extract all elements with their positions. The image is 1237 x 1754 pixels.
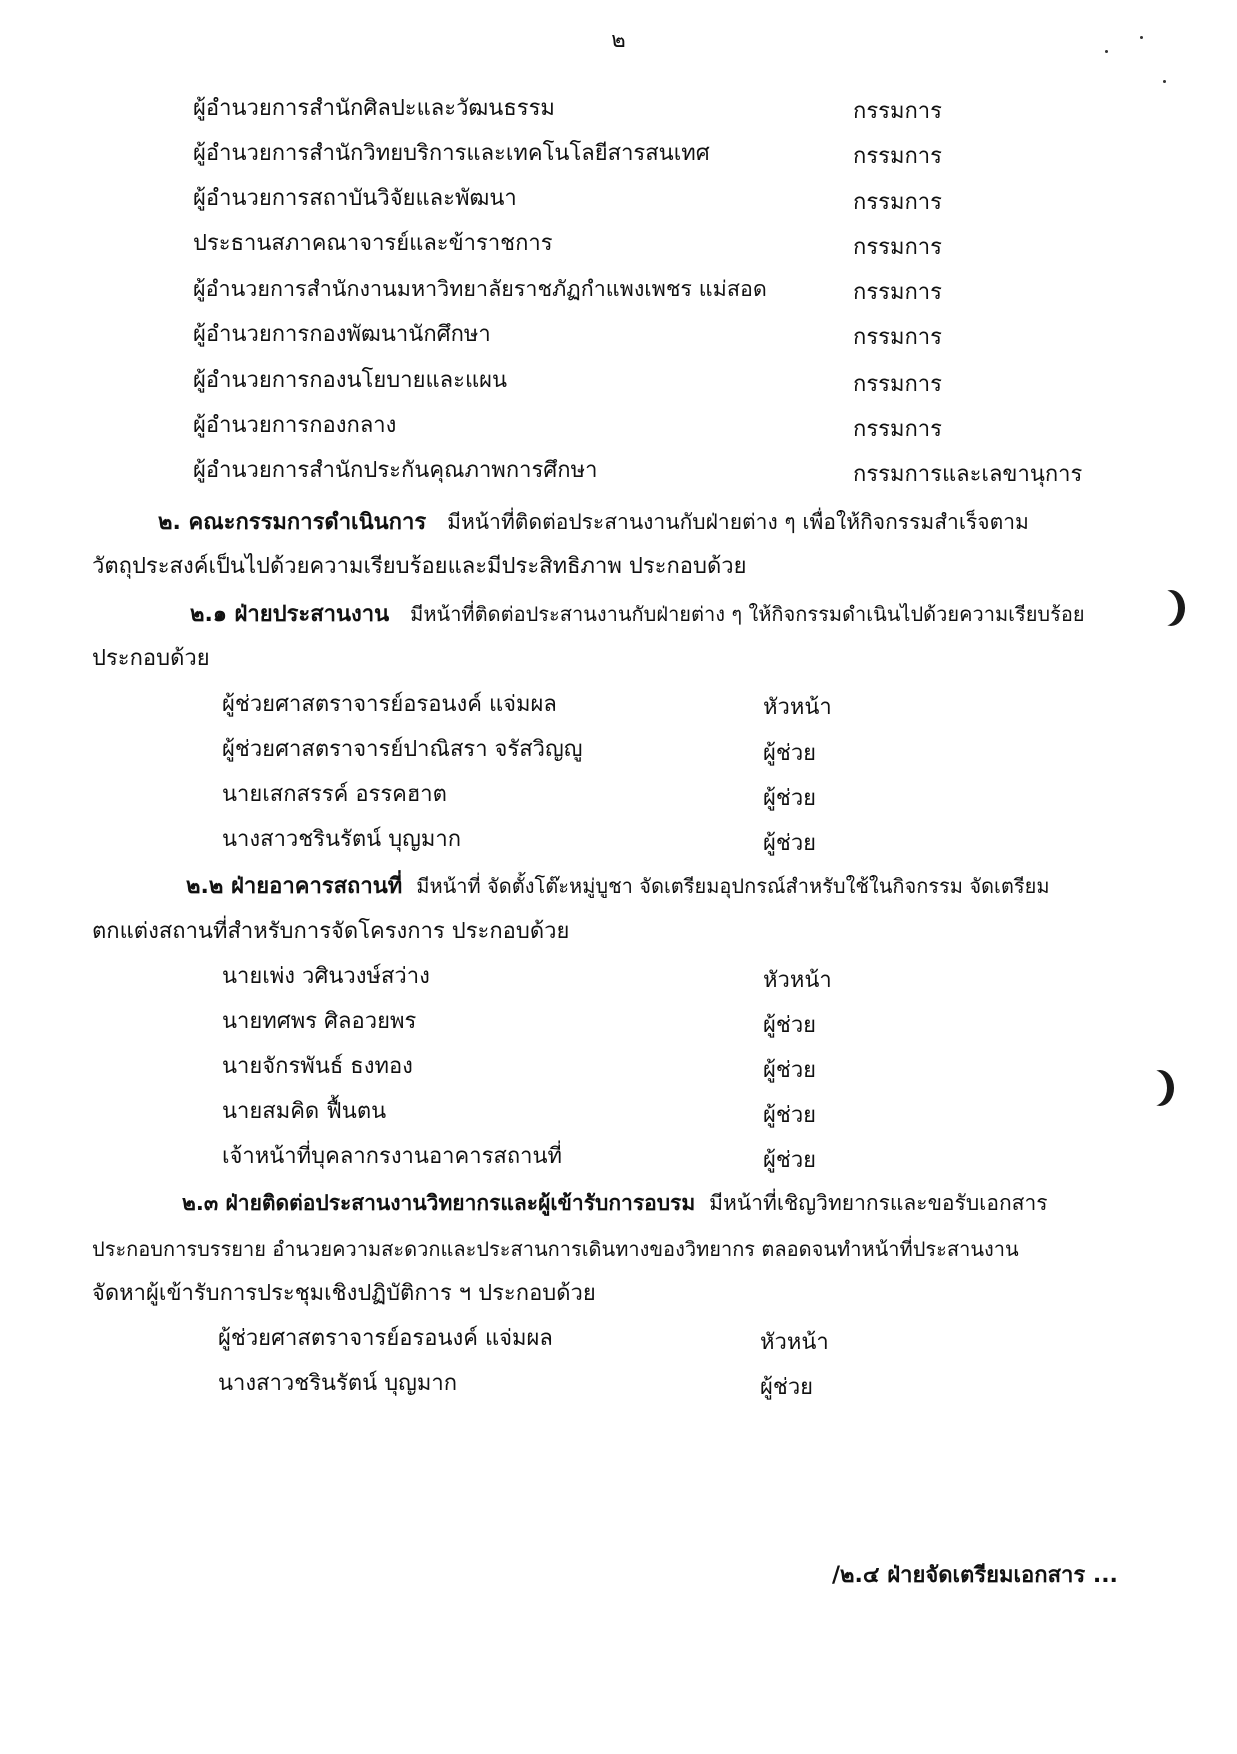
section-2-2-heading: ๒.๒ ฝ่ายอาคารสถานที่ <box>186 874 403 899</box>
committee-role: กรรมการ <box>853 372 942 397</box>
section-2-1-text: มีหน้าที่ติดต่อประสานงานกับฝ่ายต่าง ๆ ให้กิจกรรมดำเนินไปด้วยความเรียบร้อย <box>410 602 1085 626</box>
section-2-3-text-line3: จัดหาผู้เข้ารับการประชุมเชิงปฏิบัติการ ฯ ประกอบด้วย <box>92 1281 596 1306</box>
member-role: หัวหน้า <box>760 1330 829 1355</box>
member-name: นายทศพร ศิลอวยพร <box>222 1009 417 1034</box>
committee-role: กรรมการ <box>853 99 942 124</box>
member-name: นายสมคิด ฟื้นตน <box>222 1099 387 1124</box>
member-role: ผู้ช่วย <box>763 1148 817 1173</box>
member-name: เจ้าหน้าที่บุคลากรงานอาคารสถานที่ <box>222 1144 563 1169</box>
member-role: ผู้ช่วย <box>763 741 817 766</box>
section-2-heading: ๒. คณะกรรมการดำเนินการ <box>158 510 427 535</box>
committee-name: ประธานสภาคณาจารย์และข้าราชการ <box>193 231 553 256</box>
section-2-3-heading: ๒.๓ ฝ่ายติดต่อประสานงานวิทยากรและผู้เข้ารับการอบรม <box>182 1191 696 1215</box>
committee-name: ผู้อำนวยการสถาบันวิจัยและพัฒนา <box>193 186 517 211</box>
member-role: ผู้ช่วย <box>760 1375 814 1400</box>
section-2-3-text: มีหน้าที่เชิญวิทยากรและขอรับเอกสาร <box>709 1191 1048 1215</box>
section-2-1-text-line2: ประกอบด้วย <box>92 646 210 671</box>
member-name: นางสาวชรินรัตน์ บุญมาก <box>222 827 462 852</box>
member-role: ผู้ช่วย <box>763 1013 817 1038</box>
section-2-3-text-line2: ประกอบการบรรยาย อำนวยความสะดวกและประสานการเดินทางของวิทยากร ตลอดจนทำหน้าที่ประสานงาน <box>92 1237 1019 1261</box>
committee-name: ผู้อำนวยการกองกลาง <box>193 413 397 438</box>
section-2-paragraph <box>158 507 1029 538</box>
member-name: นางสาวชรินรัตน์ บุญมาก <box>218 1371 458 1396</box>
section-2-2-text: มีหน้าที่ จัดตั้งโต๊ะหมู่บูชา จัดเตรียมอุปกรณ์สำหรับใช้ในกิจกรรม จัดเตรียม <box>416 874 1050 898</box>
section-2-2-paragraph <box>186 871 1050 902</box>
committee-name: ผู้อำนวยการสำนักประกันคุณภาพการศึกษา <box>193 458 598 483</box>
member-name: นายเพ่ง วศินวงษ์สว่าง <box>222 964 430 989</box>
committee-role: กรรมการและเลขานุการ <box>853 462 1083 487</box>
punch-hole-mark <box>1150 590 1178 626</box>
scan-speck <box>1140 36 1143 39</box>
committee-name: ผู้อำนวยการสำนักศิลปะและวัฒนธรรม <box>193 96 555 121</box>
committee-name: ผู้อำนวยการสำนักงานมหาวิทยาลัยราชภัฏกำแพงเพชร แม่สอด <box>193 277 767 302</box>
member-role: หัวหน้า <box>763 968 832 993</box>
member-name: นายเสกสรรค์ อรรคฮาต <box>222 782 447 807</box>
committee-role: กรรมการ <box>853 325 942 350</box>
member-name: ผู้ช่วยศาสตราจารย์ปาณิสรา จรัสวิญญู <box>222 737 583 762</box>
member-role: ผู้ช่วย <box>763 1103 817 1128</box>
page-number: ๒ <box>611 28 626 53</box>
member-role: ผู้ช่วย <box>763 831 817 856</box>
member-role: ผู้ช่วย <box>763 786 817 811</box>
scan-speck <box>1105 50 1108 53</box>
member-name: นายจักรพันธ์ ธงทอง <box>222 1054 413 1079</box>
section-2-1-paragraph <box>190 599 1085 630</box>
section-2-3-paragraph <box>182 1188 1048 1219</box>
scan-speck <box>1163 80 1166 83</box>
section-2-2-text-line2: ตกแต่งสถานที่สำหรับการจัดโครงการ ประกอบด้วย <box>92 919 570 944</box>
committee-name: ผู้อำนวยการกองนโยบายและแผน <box>193 368 508 393</box>
member-name: ผู้ช่วยศาสตราจารย์อรอนงค์ แจ่มผล <box>218 1326 553 1351</box>
section-2-text-line2: วัตถุประสงค์เป็นไปด้วยความเรียบร้อยและมีประสิทธิภาพ ประกอบด้วย <box>92 554 747 579</box>
committee-name: ผู้อำนวยการสำนักวิทยบริการและเทคโนโลยีสารสนเทศ <box>193 141 710 166</box>
committee-role: กรรมการ <box>853 190 942 215</box>
section-2-text: มีหน้าที่ติดต่อประสานงานกับฝ่ายต่าง ๆ เพื่อให้กิจกรรมสำเร็จตาม <box>447 510 1029 534</box>
continuation-note: /๒.๔ ฝ่ายจัดเตรียมเอกสาร ... <box>832 1563 1118 1588</box>
committee-role: กรรมการ <box>853 417 942 442</box>
committee-role: กรรมการ <box>853 144 942 169</box>
member-role: หัวหน้า <box>763 695 832 720</box>
committee-name: ผู้อำนวยการกองพัฒนานักศึกษา <box>193 322 491 347</box>
member-role: ผู้ช่วย <box>763 1058 817 1083</box>
punch-hole-mark <box>1139 1070 1167 1106</box>
section-2-1-heading: ๒.๑ ฝ่ายประสานงาน <box>190 602 390 627</box>
member-name: ผู้ช่วยศาสตราจารย์อรอนงค์ แจ่มผล <box>222 692 557 717</box>
committee-role: กรรมการ <box>853 235 942 260</box>
committee-role: กรรมการ <box>853 280 942 305</box>
